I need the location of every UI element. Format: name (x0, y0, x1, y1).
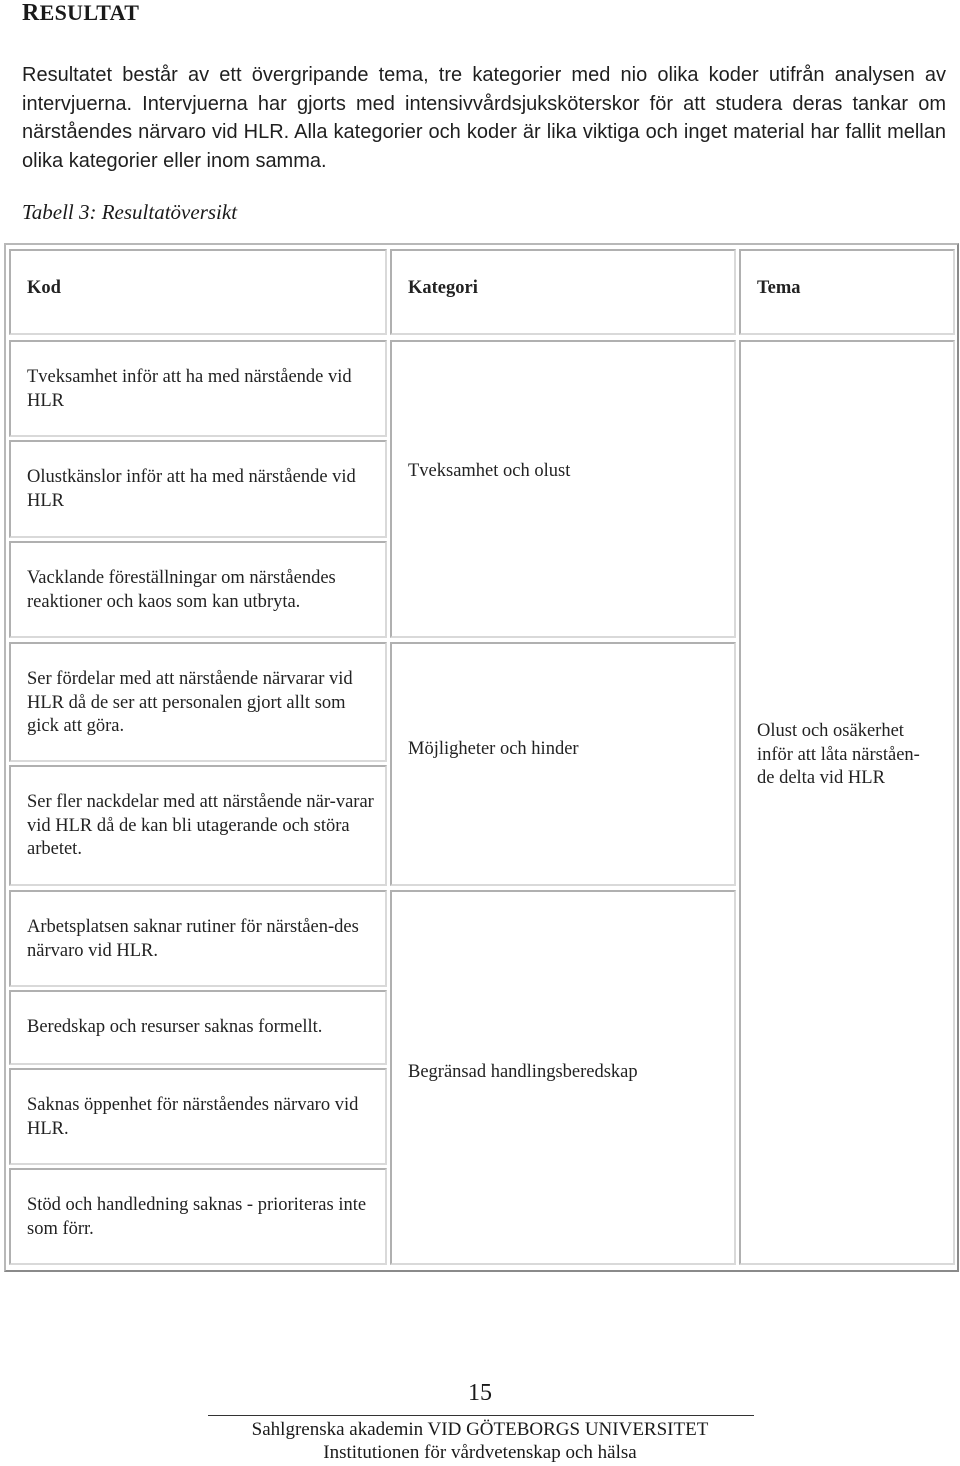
code-cell-4 (9, 642, 387, 762)
category-text: Tveksamhet och olust (408, 461, 571, 481)
header-kod: Kod (27, 278, 61, 298)
code-cell-2 (9, 440, 387, 538)
code-text: Saknas öppenhet för närståendes närvaro vid HLR. (27, 1095, 359, 1139)
code-cell-8 (9, 1068, 387, 1165)
header-tema-cell (739, 249, 955, 335)
code-text: Beredskap och resurser saknas formellt. (27, 1017, 323, 1037)
code-text: Ser fördelar med att närstående närvarar vid HLR då de ser att personalen gjort allt som gick att göra. (27, 669, 353, 736)
header-tema: Tema (757, 278, 801, 298)
header-kod-cell (9, 249, 387, 335)
intro-paragraph: Resultatet består av ett övergripande tema, tre kategorier med nio olika koder utifrån analysen av intervjuerna. Intervjuerna har gjorts med intensivvårdsjuksköterskor för att studera deras tankar om närståendes närvaro vid HLR. Alla kategorier och koder är lika viktiga och inget material har fallit mellan olika kategorier eller inom samma. (22, 64, 946, 172)
code-text: Vacklande föreställningar om närståendes reaktioner och kaos som kan utbryta. (27, 568, 336, 612)
page-number: 15 (468, 1380, 492, 1406)
code-cell-1 (9, 340, 387, 437)
code-text: Stöd och handledning saknas - prioriteras inte som förr. (27, 1195, 367, 1239)
code-text: Arbetsplatsen saknar rutiner för närståen-des närvaro vid HLR. (27, 917, 359, 961)
code-text: Tveksamhet inför att ha med närstående vid HLR (27, 367, 352, 411)
code-cell-6 (9, 890, 387, 987)
code-cell-3 (9, 541, 387, 638)
heading-initial: R (22, 0, 40, 26)
heading-rest: ESULTAT (39, 0, 140, 25)
category-cell-3 (390, 890, 736, 1265)
footer-department: Institutionen för vårdvetenskap och hälsa (323, 1442, 637, 1463)
footer-institution: Sahlgrenska akademin VID GÖTEBORGS UNIVERSITET (251, 1419, 709, 1440)
code-cell-9 (9, 1168, 387, 1265)
code-text: Ser fler nackdelar med att närstående när-varar vid HLR då de kan bli utagerande och störa arbetet. (27, 792, 374, 859)
category-text: Möjligheter och hinder (408, 739, 579, 759)
code-cell-7 (9, 990, 387, 1065)
code-text: Olustkänslor inför att ha med närstående vid HLR (27, 467, 356, 511)
theme-cell (739, 340, 955, 1265)
header-kategori-cell (390, 249, 736, 335)
category-text: Begränsad handlingsberedskap (408, 1062, 638, 1082)
footer-divider (208, 1415, 754, 1416)
section-heading (22, 0, 139, 27)
header-kategori: Kategori (408, 278, 478, 298)
theme-text: Olust och osäkerhet inför att låta närståen-de delta vid HLR (757, 721, 920, 788)
table-caption: Tabell 3: Resultatöversikt (22, 200, 238, 224)
category-cell-1 (390, 340, 736, 638)
code-cell-5 (9, 765, 387, 886)
category-cell-2 (390, 642, 736, 886)
